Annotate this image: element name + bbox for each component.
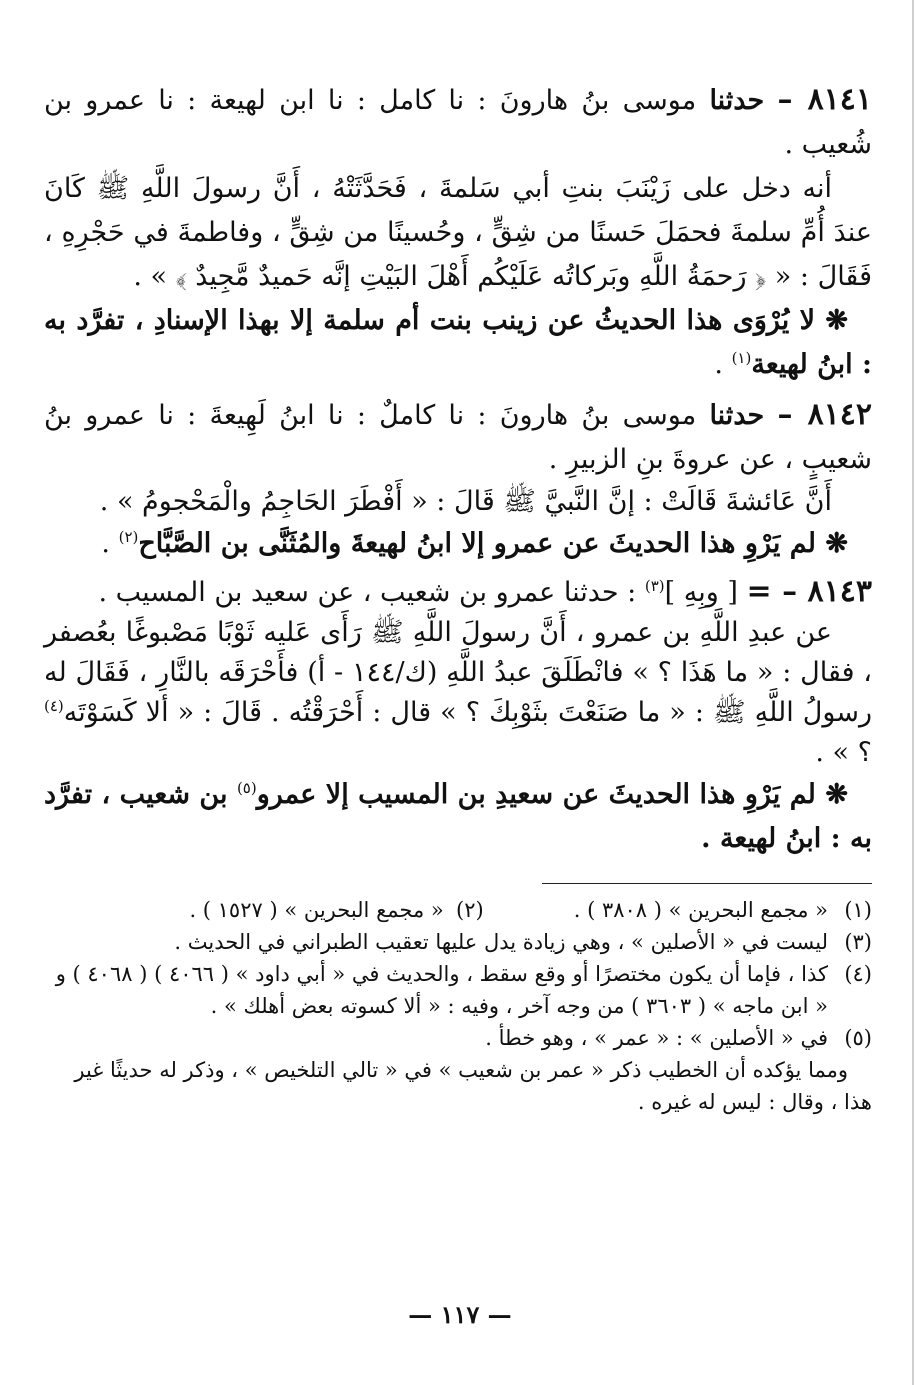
hadith-8143-comment	[44, 773, 872, 861]
footnote-5-continued	[44, 1054, 872, 1118]
footnote-3	[44, 926, 872, 958]
footnote-divider	[542, 883, 872, 884]
comment-end: بن شعيب ، تفرَّد به : ابنُ لهيعة .	[44, 779, 872, 854]
matn-text: عن عبدِ اللَّهِ بن عمرو ، أَنَّ رسولَ اللَّهِ ﷺ رَأَى عَليه ثَوْبًا مَصْبوغًا بعُصفر ، فقال : « ما هَذَا ؟ » فانْطَلَقَ عبدُ اللَّهِ (ك/١٤٤ - أ) فأَحْرَقَه بالنَّارِ ، فَقَالَ له رسولُ اللَّهِ ﷺ : « ما صَنَعْتَ بثَوْبِكَ ؟ » قال : أَحْرَقْتُه . قَالَ : « ألا كَسَوْتَه	[44, 617, 873, 728]
comment-text: ❋ لا يُرْوَى هذا الحديثُ عن زينب بنت أم سلمة إلا بهذا الإسنادِ ، تفرَّد به : ابنُ لهيعة	[44, 305, 872, 380]
chain-text: موسى بنُ هارونَ : نا كامل : نا ابن لهيعة : نا عمرو بن شُعيب .	[44, 85, 872, 160]
page-number: — ١١٧ —	[408, 1300, 512, 1329]
footnote-ref: (٢)	[118, 528, 139, 546]
hadith-8142-matn: أَنَّ عَائشةَ قَالَتْ : إنَّ النَّبيَّ ﷺ قَالَ : « أَفْطَرَ الحَاجِمُ والْمَحْجومُ » .	[99, 486, 832, 517]
footnote-4	[44, 958, 872, 1022]
footnote-5	[44, 1022, 872, 1054]
footnote-number: (٥)	[844, 1026, 872, 1050]
hadith-8141-isnad	[44, 78, 872, 167]
comment-text: ❋ لم يَرْوِ هذا الحديثَ عن عمرو إلا ابنُ لهيعةَ والمُثَنَّى بن الصَّبَّاح	[138, 528, 848, 559]
hadith-8142-comment	[44, 522, 872, 566]
hadith-number: ٨١٤٢ –	[777, 397, 873, 432]
comment-end: .	[101, 528, 119, 559]
footnote-text: كذا ، فإما أن يكون مختصرًا أو وقع سقط ، والحديث في « أبي داود » ( ٤٠٦٦ ) ( ٤٠٦٨ ) و « ابن ماجه » ( ٣٦٠٣ ) من وجه آخر ، وفيه : « ألا كسوته بعض أهلك » .	[55, 962, 828, 1018]
narration-verb: حدثنا	[709, 400, 765, 431]
bracket-text: [ وبِهِ ]	[664, 577, 738, 608]
hadith-8143-matn	[44, 613, 872, 773]
footnote-1	[574, 894, 872, 926]
footnote-text: ليست في « الأصلين » ، وهي زيادة يدل عليها تعقيب الطبراني في الحديث .	[174, 930, 828, 954]
page-edge-line	[912, 0, 914, 1385]
matn-end: ؟ » .	[815, 737, 872, 768]
hadith-number: ٨١٤١ –	[777, 82, 873, 117]
footnote-2	[189, 894, 483, 926]
footnote-number: (١)	[844, 898, 872, 922]
footnote-number: (٤)	[844, 962, 872, 986]
hadith-8143-isnad	[44, 572, 872, 613]
footnote-number: (٢)	[456, 898, 484, 922]
narration-verb: حدثنا	[709, 85, 765, 116]
comment-text: ❋ لم يَرْوِ هذا الحديثَ عن سعيدِ بن المسيب إلا عمرو	[256, 779, 848, 810]
footnote-text: « مجمع البحرين » ( ٣٨٠٨ ) .	[573, 898, 828, 922]
footnote-text: في « الأصلين » : « عمر » ، وهو خطأ .	[485, 1026, 828, 1050]
footnote-text: « مجمع البحرين » ( ١٥٢٧ ) .	[189, 898, 444, 922]
chain-text: موسى بنُ هارونَ : نا كاملٌ : نا ابنُ لَهِيعةَ : نا عمرو بنُ شعيبٍ ، عن عروةَ بنِ الزبيرِ .	[44, 400, 872, 475]
footnote-ref: (٥)	[236, 779, 257, 797]
footnote-ref: (٣)	[644, 577, 665, 595]
hadith-8142-isnad	[44, 393, 872, 482]
hadith-8141-comment	[44, 299, 872, 387]
footnote-text: ومما يؤكده أن الخطيب ذكر « عمر بن شعيب » في « تالي التلخيص » ، وذكر له حديثًا غير هذا ، وقال : ليس له غيره .	[74, 1058, 872, 1114]
footnote-ref: (١)	[731, 349, 752, 367]
chain-text: : حدثنا عمرو بن شعيب ، عن سعيد بن المسيب .	[98, 577, 637, 608]
footnote-ref: (٤)	[44, 697, 64, 715]
footnote-number: (٣)	[844, 930, 872, 954]
comment-end: .	[714, 349, 732, 380]
footnotes-1-2	[44, 894, 872, 926]
hadith-8141-matn: أنه دخل على زَيْنَبَ بنتِ أبي سَلمةَ ، فَحَدَّثَتْهُ ، أَنَّ رسولَ اللَّهِ ﷺ كَانَ عندَ أُمِّ سلمةَ فحمَلَ حَسنًا من شِقٍّ ، وحُسينًا من شِقٍّ ، وفاطمةَ في حَجْرِهِ ، فَقَالَ : « ﴿ رَحمَةُ اللَّهِ وبَركاتُه عَلَيْكُم أَهْلَ البَيْتِ إنَّه حَميدٌ مَّجِيدٌ ﴾ » .	[44, 173, 872, 292]
hadith-number: ٨١٤٣ – =	[746, 574, 872, 609]
